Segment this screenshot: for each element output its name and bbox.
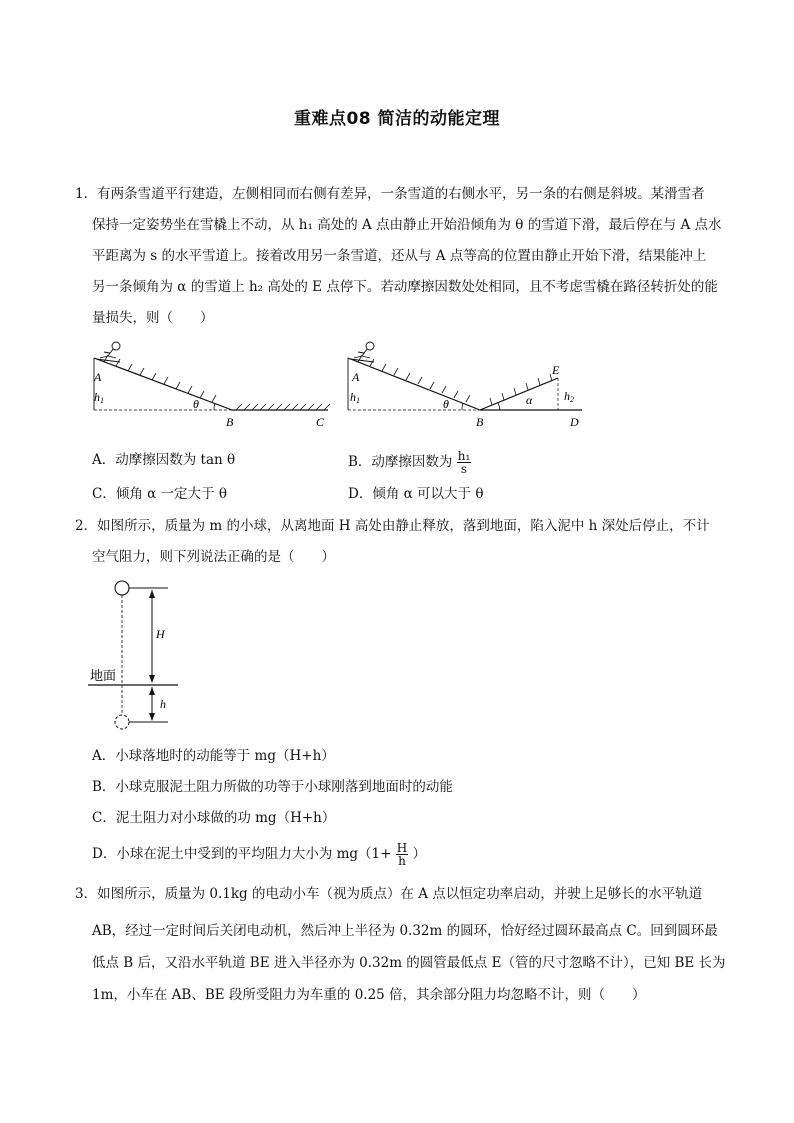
q3-line-3: 低点 B 后，又沿水平轨道 BE 进入半径亦为 0.32m 的圆管最低点 E（管的尺寸忽略不计），已知 BE 长为 [92, 955, 726, 971]
q1-right-label-h2: h [564, 389, 570, 403]
q3-line-2: AB，经过一定时间后关闭电动机，然后冲上半径为 0.32m 的圆环，恰好经过圆环最高点 C。回到圆环最 [92, 923, 718, 939]
q2-option-a: A．小球落地时的动能等于 mg（H+h） [92, 748, 335, 764]
q1-figure-left [86, 338, 336, 433]
q1-line-5: 量损失，则（ ） [92, 310, 214, 326]
q2-label-ground: 地面 [90, 669, 117, 684]
q1-right-label-h2-sub: 2 [570, 395, 574, 404]
q1-left-label-B: B [226, 415, 234, 429]
svg-text:h2 [564, 389, 574, 404]
q1-right-label-h1-sub: 1 [356, 396, 360, 405]
q1-line-3: 平距离为 s 的水平雪道上。接着改用另一条雪道，还从与 A 点等高的位置由静止开始下滑，结果能冲上 [92, 248, 707, 264]
q1-option-b [348, 450, 471, 475]
q1-left-label-A: A [94, 370, 102, 384]
q2-option-d-denominator: h [398, 854, 406, 868]
q1-option-a: A．动摩擦因数为 tan θ [92, 452, 236, 468]
q1-left-label-h1-sub: 1 [100, 396, 104, 405]
q3-line-4: 1m，小车在 AB、BE 段所受阻力为车重的 0.25 倍，其余部分阻力均忽略不计，则（ ） [92, 987, 646, 1003]
q2-option-d-suffix: ） [412, 846, 427, 862]
q1-option-b-numerator: h₁ [457, 449, 471, 463]
q1-line-4: 另一条倾角为 α 的雪道上 h₂ 高处的 E 点停下。若动摩擦因数处处相同，且不考虑雪橇在路径转折处的能 [92, 279, 718, 295]
q1-right-label-D: D [570, 415, 579, 429]
q3-line-1: 3．如图所示，质量为 0.1kg 的电动小车（视为质点）在 A 点以恒定功率启动，并驶上足够长的水平轨道 [75, 886, 703, 902]
q1-right-label-B: B [476, 415, 484, 429]
q2-label-H: H [156, 627, 165, 641]
q2-option-d-fraction [396, 842, 408, 867]
q1-right-label-E: E [552, 363, 560, 377]
q1-option-c: C．倾角 α 一定大于 θ [92, 486, 227, 502]
q1-line-2: 保持一定姿势坐在雪橇上不动，从 h₁ 高处的 A 点由静止开始沿倾角为 θ 的雪道下滑，最后停在与 A 点水 [92, 217, 722, 233]
q2-figure [88, 576, 188, 736]
svg-text:h1 [94, 390, 104, 405]
q2-option-d-numerator: H [396, 841, 408, 855]
q2-line-1: 2．如图所示，质量为 m 的小球，从离地面 H 高处由静止释放，落到地面，陷入泥中 h 深处后停止，不计 [75, 518, 710, 534]
q1-option-d: D．倾角 α 可以大于 θ [348, 486, 484, 502]
page-title: 重难点08 简洁的动能定理 [293, 109, 501, 129]
q1-left-label-h1: h [94, 390, 100, 404]
q2-option-d [92, 842, 426, 867]
q1-option-b-prefix: B．动摩擦因数为 [348, 454, 453, 470]
q1-right-label-h1: h [350, 390, 356, 404]
q1-option-b-denominator: s [460, 462, 468, 476]
q1-right-label-A: A [352, 370, 360, 384]
q2-option-c: C．泥土阻力对小球做的功 mg（H+h） [92, 810, 336, 826]
q1-left-label-C: C [316, 415, 325, 429]
q1-line-1: 1．有两条雪道平行建造，左侧相同而右侧有差异，一条雪道的右侧水平，另一条的右侧是斜坡。某滑雪者 [75, 186, 705, 202]
q2-line-2: 空气阻力，则下列说法正确的是（ ） [92, 549, 335, 565]
q2-label-h: h [160, 697, 166, 711]
q2-option-d-prefix: D．小球在泥土中受到的平均阻力大小为 mg（1+ [92, 846, 392, 862]
svg-text:h1 [350, 390, 360, 405]
q1-option-b-fraction [457, 450, 472, 475]
q1-figure-right [340, 338, 590, 433]
q2-option-b: B．小球克服泥土阻力所做的功等于小球刚落到地面时的动能 [92, 779, 453, 795]
q1-left-label-theta: θ [193, 397, 199, 411]
q1-right-label-alpha: α [526, 393, 533, 407]
q1-right-label-theta: θ [443, 397, 449, 411]
